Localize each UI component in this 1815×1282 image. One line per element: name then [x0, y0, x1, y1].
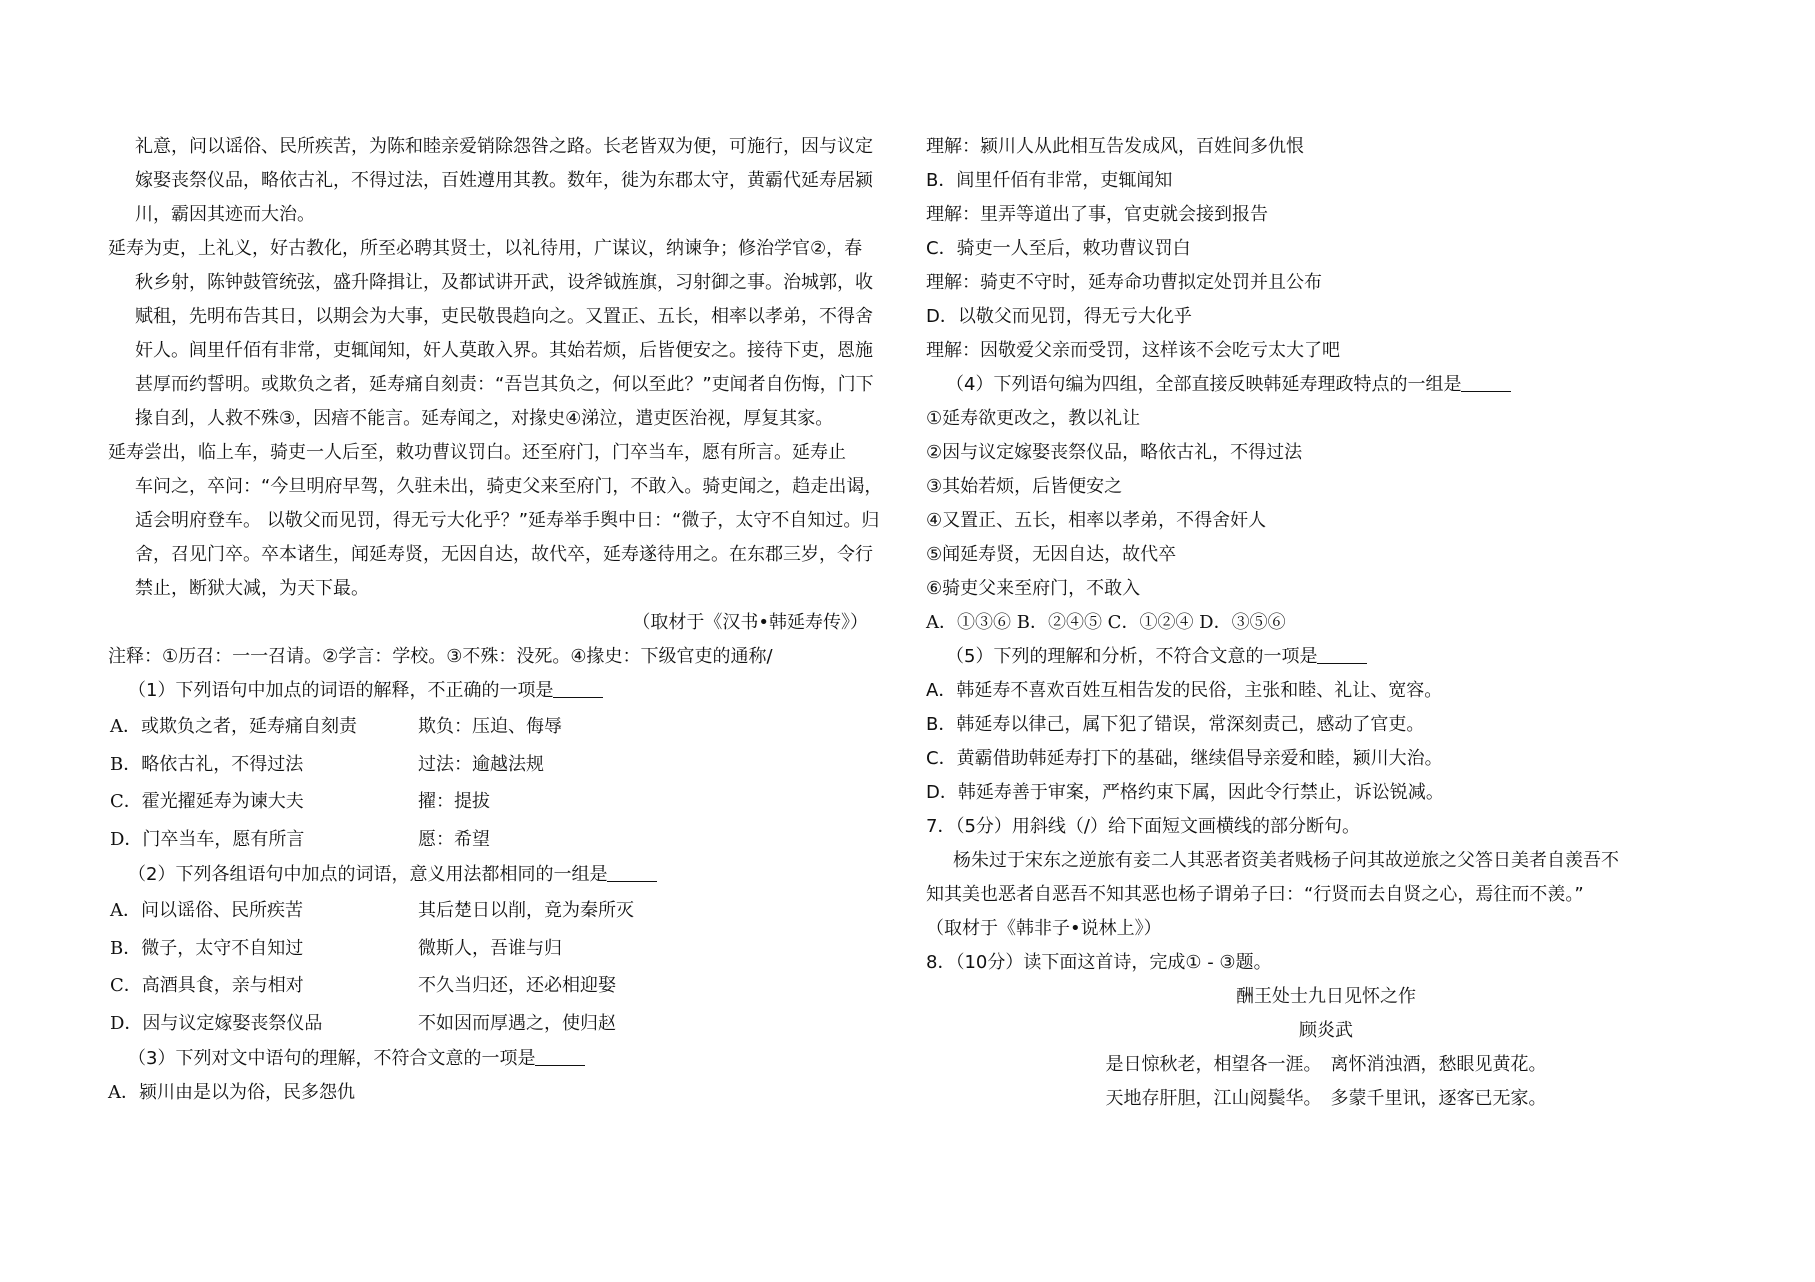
passage-line: 舍，召见门卒。卒本诸生，闻延寿贤，无因自达，故代卒，延寿遂待用之。在东郡三岁，令行	[135, 544, 873, 565]
poem-title: 酬王处士九日见怀之作	[1236, 986, 1416, 1007]
option-explanation: 其后楚日以削，竟为秦所灭	[418, 900, 634, 921]
annotation-note: 注释：①历召：一一召请。②学言：学校。③不殊：没死。④掾史：下级官吏的通称/	[108, 646, 773, 667]
option-row	[108, 746, 898, 784]
question-1-options	[108, 708, 898, 858]
question-3-line: C．骑吏一人至后，敕功曹议罚白	[926, 238, 1191, 259]
question-3-line: 理解：因敬爱父亲而受罚，这样该不会吃亏太大了吧	[926, 340, 1340, 361]
question-7-text-2: 知其美也恶者自恶吾不知其恶也杨子谓弟子曰：“行贤而去自贤之心，焉往而不羡。”	[926, 884, 1584, 905]
question-5-items	[926, 674, 1726, 810]
question-3-line: 理解：颍川人从此相互告发成风，百姓间多仇恨	[926, 136, 1304, 157]
passage-line: 川，霸因其迹而大治。	[135, 204, 315, 225]
question-7-text-1: 杨朱过于宋东之逆旅有妾二人其恶者资美者贱杨子问其故逆旅之父答日美者自羡吾不	[953, 850, 1619, 871]
question-4-item: ⑥骑吏父来至府门，不敢入	[926, 578, 1141, 599]
option-explanation: 愿：希望	[418, 828, 490, 850]
option-explanation: 欺负：压迫、侮辱	[418, 716, 562, 737]
passage-line: 延寿为吏，上礼义，好古教化，所至必聘其贤士，以礼待用，广谋议，纳谏争；修治学官②，春	[108, 238, 863, 259]
question-7-source: （取材于《韩非子•说林上》）	[926, 918, 1162, 939]
option-explanation: 不久当归还，还必相迎娶	[418, 975, 616, 996]
question-4-item: ⑤闻延寿贤，无因自达，故代卒	[926, 544, 1177, 565]
question-4-item: ③其始若烦，后皆便安之	[926, 476, 1123, 497]
question-3-option-a: A．颍川由是以为俗，民多怨仇	[108, 1082, 355, 1103]
question-4-stem: （4）下列语句编为四组，全部直接反映韩延寿理政特点的一组是	[926, 368, 1726, 402]
question-2-stem: （2）下列各组语句中加点的词语，意义用法都相同的一组是	[108, 858, 898, 892]
option-row	[108, 821, 898, 859]
option-sentence: C．高酒具食，亲与相对	[110, 975, 304, 996]
passage-source: （取材于《汉书•韩延寿传》）	[632, 612, 868, 633]
passage-line: 礼意，问以谣俗、民所疾苦，为陈和睦亲爱销除怨咎之路。长老皆双为便，可施行，因与议定	[135, 136, 873, 157]
option-sentence: A．或欺负之者，延寿痛自刻责	[110, 716, 357, 737]
poem-author: 顾炎武	[1299, 1020, 1353, 1041]
question-5-option: D．韩延寿善于审案，严格约束下属，因此令行禁止，诉讼锐减。	[926, 782, 1444, 803]
option-row	[108, 930, 898, 968]
answer-blank[interactable]	[535, 1043, 585, 1066]
question-4-item: ①延寿欲更改之，教以礼让	[926, 408, 1141, 429]
question-4-item: ②因与议定嫁娶丧祭仪品，略依古礼，不得过法	[926, 442, 1303, 463]
option-sentence: C．霍光擢延寿为谏大夫	[110, 791, 304, 812]
option-row	[108, 1005, 898, 1043]
left-column	[108, 130, 898, 1110]
poem-line: 是日惊秋老，相望各一涯。 离怀消浊酒，愁眼见黄花。	[1105, 1054, 1547, 1075]
passage-line: 奸人。闾里仟佰有非常，吏辄闻知，奸人莫敢入界。其始若烦，后皆便安之。接待下吏，恩施	[135, 340, 873, 361]
option-row	[108, 892, 898, 930]
answer-blank[interactable]	[1317, 641, 1367, 664]
question-4-item: ④又置正、五长，相率以孝弟，不得舍奸人	[926, 510, 1267, 531]
answer-blank[interactable]	[1461, 369, 1511, 392]
question-2-options	[108, 892, 898, 1042]
question-4-items	[926, 402, 1726, 606]
option-sentence: D．门卒当车，愿有所言	[110, 828, 305, 850]
option-row	[108, 708, 898, 746]
answer-blank[interactable]	[607, 859, 657, 882]
passage-line: 车问之，卒问：“今旦明府早驾，久驻未出，骑吏父来至府门，不敢入。骑吏闻之，趋走出谒，	[135, 476, 883, 497]
poem-lines	[926, 1048, 1726, 1116]
question-3-continued	[926, 130, 1726, 368]
question-3-stem: （3）下列对文中语句的理解，不符合文意的一项是	[108, 1042, 898, 1076]
passage-line: 嫁娶丧祭仪品，略依古礼，不得过法，百姓遵用其教。数年，徙为东郡太守，黄霸代延寿居颍	[135, 170, 873, 191]
answer-blank[interactable]	[553, 675, 603, 698]
passage-line: 赋租，先明布告其日，以期会为大事，吏民敬畏趋向之。又置正、五长，相率以孝弟，不得舍	[135, 306, 873, 327]
question-8-stem: 8．（10分）读下面这首诗，完成① - ③题。	[926, 952, 1272, 973]
question-3-line: B．闾里仟佰有非常，吏辄闻知	[926, 170, 1173, 191]
question-4-choices: A．①③⑥ B．②④⑤ C．①②④ D．③⑤⑥	[926, 612, 1286, 633]
question-7-stem: 7．（5分）用斜线（/）给下面短文画横线的部分断句。	[926, 816, 1360, 837]
option-sentence: A．问以谣俗、民所疾苦	[110, 900, 303, 921]
question-3-line: D．以敬父而见罚，得无亏大化乎	[926, 306, 1192, 327]
question-3-line: 理解：里弄等道出了事，官吏就会接到报告	[926, 204, 1268, 225]
passage-line: 禁止，断狱大减，为天下最。	[135, 578, 369, 599]
passage-line: 秋乡射，陈钟鼓管统弦，盛升降揖让，及都试讲开武，设斧钺旌旗，习射御之事。治城郭，收	[135, 272, 873, 293]
question-5-stem: （5）下列的理解和分析，不符合文意的一项是	[926, 640, 1726, 674]
passage-line: 适会明府登车。 以敬父而见罚，得无亏大化乎？”延寿举手舆中日：“微子，太守不自知过。归	[135, 510, 880, 531]
question-3-line: 理解：骑吏不守时，延寿命功曹拟定处罚并且公布	[926, 272, 1322, 293]
option-explanation: 擢：提拔	[418, 791, 490, 812]
passage	[108, 130, 898, 606]
option-sentence: D．因与议定嫁娶丧祭仪品	[110, 1012, 323, 1034]
option-explanation: 不如因而厚遇之，使归赵	[418, 1012, 616, 1034]
option-explanation: 微斯人，吾谁与归	[418, 937, 562, 959]
right-column	[926, 130, 1726, 1116]
option-sentence: B．微子，太守不自知过	[110, 937, 304, 959]
question-5-option: C．黄霸借助韩延寿打下的基础，继续倡导亲爱和睦，颍川大治。	[926, 748, 1443, 769]
passage-line: 掾自刭，人救不殊③，因瘖不能言。延寿闻之，对掾史④涕泣，遣吏医治视，厚复其家。	[135, 408, 834, 429]
poem-line: 天地存肝胆，江山阅鬓华。 多蒙千里讯，逐客已无家。	[1105, 1088, 1547, 1109]
passage-line: 延寿尝出，临上车，骑吏一人后至，敕功曹议罚白。还至府门，门卒当车，愿有所言。延寿止	[108, 442, 846, 463]
question-5-option: A．韩延寿不喜欢百姓互相告发的民俗，主张和睦、礼让、宽容。	[926, 680, 1443, 701]
option-explanation: 过法：逾越法规	[418, 753, 544, 775]
option-row	[108, 783, 898, 821]
option-sentence: B．略依古礼，不得过法	[110, 753, 304, 775]
question-5-option: B．韩延寿以律己，属下犯了错误，常深刻责己，感动了官吏。	[926, 714, 1425, 735]
passage-line: 甚厚而约誓明。或欺负之者，延寿痛自刻责：“吾岂其负之，何以至此？”吏闻者自伤悔，门下	[135, 374, 874, 395]
option-row	[108, 967, 898, 1005]
question-1-stem: （1）下列语句中加点的词语的解释，不正确的一项是	[108, 674, 898, 708]
